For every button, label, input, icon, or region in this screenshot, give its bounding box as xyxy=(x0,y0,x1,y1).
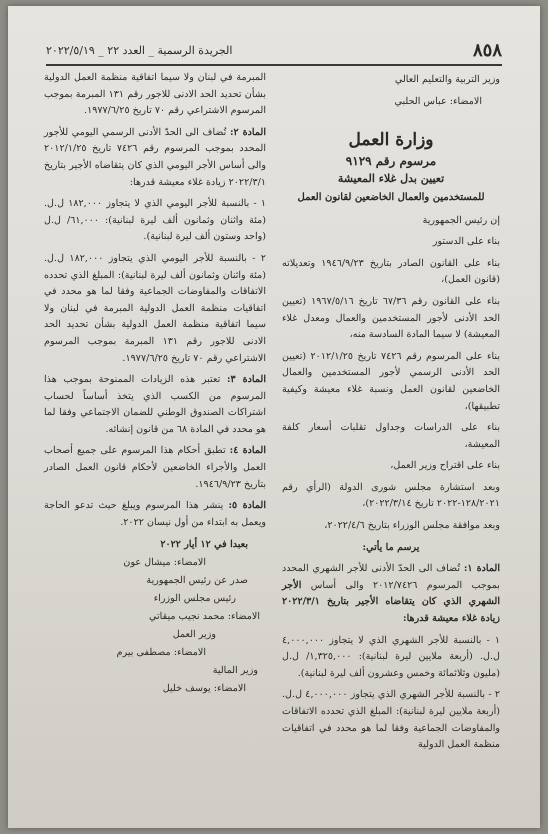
preamble-proposal: بناء على اقتراح وزير العمل، xyxy=(390,460,500,472)
ministry-heading: وزارة العمل xyxy=(348,130,434,151)
article-1-item-1: ١ - بالنسبة للأجر الشهري الذي لا يتجاوز ٤,٠٠٠,٠٠٠ ل.ل. (أربعة ملايين ليرة لبنانية): ١,٣٢٥,٠٠٠/ ل.ل (مليون وثلاثمائة وخمس وعشرون ألف ليرة لبنانية). xyxy=(282,634,500,679)
right-column xyxy=(282,70,500,759)
finance-minister-signature: الامضاء: يوسف خليل xyxy=(162,683,246,695)
preamble-labor-law: بناء على القانون الصادر بتاريخ ١٩٤٦/٩/٢٣ وتعديلاته (قانون العمل)، xyxy=(282,257,500,286)
finance-minister-title: وزير المالية xyxy=(212,665,258,677)
article-1 xyxy=(282,561,500,627)
article-3 xyxy=(44,372,266,438)
prev-signature-name: الامضاء: عباس الحلبي xyxy=(394,95,482,107)
preamble-studies: بناء على الدراسات وجداول تقلبات أسعار كلفة المعيشة، xyxy=(282,422,500,450)
article-2-label: المادة ٢: xyxy=(230,126,266,138)
article-1-item-2: ٢ - بالنسبة للأجر الشهري الذي يتجاوز ٤,٠٠٠,٠٠٠ ل.ل. (أربعة ملايين ليرة لبنانية): المبلغ الذي تحدده الاتفاقات والمفاوضات الجماعية وفقا لما هو محدد في اتفاقيات منظمة العمل الدولية xyxy=(282,689,500,751)
decree-subject: تعيين بدل غلاء المعيشة xyxy=(337,172,445,186)
issued-by: صدر عن رئيس الجمهورية xyxy=(146,575,248,587)
continuation-text: المبرمة في لبنان ولا سيما اتفاقية منظمة العمل الدولية بشأن تحديد الحد الادنى للاجور رقم ١٣١ المبرمة بموجب المرسوم الاشتراعي رقم ٧٠ تاريخ ١٩٧٧/٦/٢٥. xyxy=(44,72,267,117)
decree-subject-2: للمستخدمين والعمال الخاضعين لقانون العمل xyxy=(297,191,485,203)
article-2-item-1: ١ - بالنسبة للأجر اليومي الذي لا يتجاوز ١٨٢,٠٠٠ ل.ل. (مئة واثنان وثمانون ألف ليرة لبنانية): ٦١,٠٠٠/ ل.ل (واحد وستون ألف ليرة لبنانية). xyxy=(44,198,266,243)
left-column xyxy=(44,70,266,698)
decree-date: بعبدا في ١٢ أيار ٢٠٢٢ xyxy=(160,539,248,551)
preamble-cabinet: وبعد موافقة مجلس الوزراء بتاريخ ٢٠٢٢/٤/٦، xyxy=(324,520,500,532)
labor-minister-signature: الامضاء: مصطفى بيرم xyxy=(116,647,206,659)
pm-title: رئيس مجلس الوزراء xyxy=(153,593,236,605)
article-5-label: المادة ٥: xyxy=(228,500,266,512)
article-1-label: المادة ١: xyxy=(463,563,500,575)
preamble-decree-7426: بناء على المرسوم رقم ٧٤٢٦ تاريخ ٢٠١٢/١/٢٥ (تعيين الحد الأدنى الرسمي لأجور المستخدمين والعمال الخاضعين لقانون العمل ونسبة غلاء معيشة وكيفية تطبيقها)، xyxy=(282,350,500,412)
preamble-law-67: بناء على القانون رقم ٦٧/٣٦ تاريخ ١٩٦٧/٥/١٦ (تعيين الحد الأدنى لأجور المستخدمين والعمال ومعدل غلاء المعيشة) لا سيما المادة السادسة منه، xyxy=(282,295,500,341)
preamble-council: وبعد استشارة مجلس شورى الدولة (الرأي رقم ١٢٨/٢٠٢١-٢٠٢٢ تاريخ ٢٠٢٢/٣/١٤)، xyxy=(282,481,500,510)
article-3-label: المادة ٣: xyxy=(226,374,266,386)
prev-signature-title: وزير التربية والتعليم العالي xyxy=(394,74,500,85)
article-1-text: تُضاف الى الحدّ الأدنى للأجر الشهري المحدد بموجب المرسوم ٢٠١٢/٧٤٢٦ والى أساس xyxy=(282,563,500,591)
president-signature: الامضاء: ميشال عون xyxy=(123,557,206,569)
article-4 xyxy=(44,443,266,493)
article-3-text: تعتبر هذه الزيادات الممنوحة بموجب هذا المرسوم من الكسب الذي يتخذ أساساً لحساب اشتراكات الصندوق الوطني للضمان الاجتماعي وفقا لما هو محدد في المادة ٦٨ من قانون إنشائه. xyxy=(44,374,266,435)
page-header xyxy=(46,36,502,66)
article-2-text: تُضاف الى الحدّ الأدنى الرسمي اليومي للأجور المحدد بموجب المرسوم رقم ٧٤٢٦ تاريخ ٢٠١٢/١/٢٥ والى أساس الأجر اليومي الذي كان يتقاضاه الأجير بتاريخ ٢٠٢٢/٣/١ زيادة غلاء معيشة قدرها: xyxy=(44,126,266,188)
article-1-bold: الأجر الشهري الذي كان يتقاضاه الأجير بتاريخ ٢٠٢٢/٣/١ زيادة غلاء معيشة قدرها: xyxy=(282,579,500,625)
gazette-page xyxy=(8,6,540,828)
article-4-text: تطبق أحكام هذا المرسوم على جميع أصحاب العمل والأجراء الخاضعين لأحكام قانون العمل الصادر بتاريخ ١٩٤٦/٩/٢٣. xyxy=(44,445,266,490)
signature-block xyxy=(44,536,266,698)
preamble-president: إن رئيس الجمهورية xyxy=(422,214,500,226)
article-2-item-2: ٢ - بالنسبة للأجر اليومي الذي يتجاوز ١٨٢,٠٠٠ ل.ل. (مئة واثنان وثمانون ألف ليرة لبنانية): المبلغ الذي تحدده الاتفاقات والمفاوضات الجماعية وفقا لما هو محدد في اتفاقيات منظمة العمل الدولية المبرمة في لبنان ولا سيما اتفاقية منظمة العمل الدولية بشأن تحديد الحد الادنى للاجور رقم ١٣١ المبرمة بموجب المرسوم الاشتراعي رقم ٧٠ تاريخ ١٩٧٧/٦/٢٥. xyxy=(44,252,266,364)
article-4-label: المادة ٤: xyxy=(229,445,266,457)
page-number: ٨٥٨ xyxy=(472,39,502,61)
article-5-text: ينشر هذا المرسوم ويبلغ حيث تدعو الحاجة ويعمل به ابتداء من أول نيسان ٢٠٢٢. xyxy=(44,500,266,528)
labor-minister-title: وزير العمل xyxy=(172,629,216,641)
issue-line: الجريدة الرسمية _ العدد ٢٢ _ ٢٠٢٢/٥/١٩ xyxy=(46,43,233,57)
article-5 xyxy=(44,498,266,531)
pm-signature: الامضاء: محمد نجيب ميقاتي xyxy=(149,611,260,623)
decree-number: مرسوم رقم ٩١٢٩ xyxy=(345,153,437,168)
preamble-constitution: بناء على الدستور xyxy=(432,236,500,248)
article-2 xyxy=(44,125,266,191)
decree-formula: يرسم ما يأتي: xyxy=(362,541,420,553)
